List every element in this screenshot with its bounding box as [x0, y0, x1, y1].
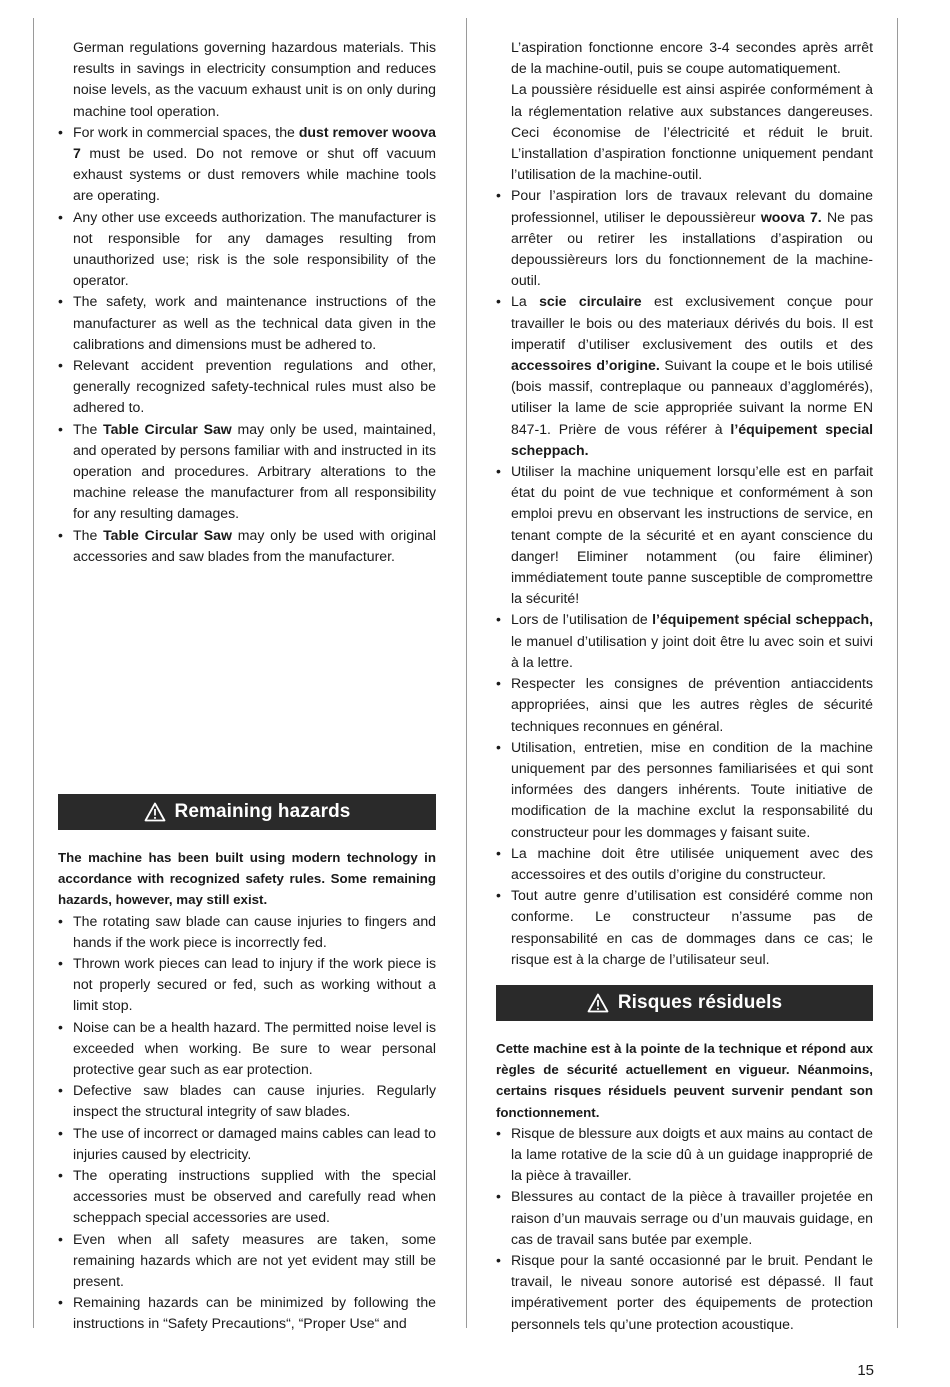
list-item: • Relevant accident prevention regulations and other, generally recognized safety-technical rules must also be adhered to. — [58, 355, 436, 419]
list-item: • Any other use exceeds authorization. The manufacturer is not responsible for any damages resulting from unauthorized use; risk is the sole responsibility of the operator. — [58, 207, 436, 292]
list-item: • Lors de l’utilisation de l’équipement spécial scheppach, le manuel d’utilisation y joint doit être lu avec soin et suivi à la lettre. — [496, 609, 873, 673]
proper-use-list — [496, 185, 873, 970]
section-heading-bar — [58, 794, 436, 830]
continuation-paragraph: L’aspiration fonctionne encore 3-4 secondes après arrêt de la machine-outil, puis se coupe automatiquement. — [511, 39, 873, 77]
hazards-list — [496, 1123, 873, 1335]
section-title: Risques résiduels — [617, 992, 783, 1014]
list-item: • Risque de blessure aux doigts et aux mains au contact de la lame rotative de la scie dû à un guidage inapproprié de la pièce à travailler. — [496, 1123, 873, 1187]
list-item: • Defective saw blades can cause injuries. Regularly inspect the structural integrity of saw blades. — [58, 1080, 436, 1122]
list-item: • La machine doit être utilisée uniquement avec des accessoires et des outils d’origine du constructeur. — [496, 843, 873, 885]
proper-use-list — [58, 122, 436, 567]
list-item: • Blessures au contact de la pièce à travailler projetée en raison d’un mauvais serrage ou d’un mauvais guidage, en cas de travail sans butée par exemple. — [496, 1186, 873, 1250]
list-item: • La scie circulaire est exclusivement conçue pour travailler le bois ou des materiaux dérivés du bois. Il est imperatif d’utiliser exclusivement des outils et des accessoires d’origine. Suivant la coupe et le bois utilisé (bois massif, contreplaque ou panneaux d’agglomérés), utiliser la lame de scie appropriée suivant la norme EN 847-1. Prière de vous référer à l’équipement special scheppach. — [496, 291, 873, 461]
list-item: • The Table Circular Saw may only be used with original accessories and saw blades from the manufacturer. — [58, 525, 436, 567]
risques-residuels-section — [496, 985, 873, 1335]
english-column — [58, 37, 436, 567]
list-item: • The Table Circular Saw may only be used, maintained, and operated by persons familiar with and instructed in its operation and procedures. Arbitrary alterations to the machine release the manufacturer from all responsibility for any resulting damages. — [58, 419, 436, 525]
section-heading-bar — [496, 985, 873, 1021]
list-item: • For work in commercial spaces, the dust remover woova 7 must be used. Do not remove or shut off vacuum exhaust systems or dust removers while machine tools are operating. — [58, 122, 436, 207]
list-item: • Remaining hazards can be minimized by following the instructions in “Safety Precautions“, “Proper Use“ and — [58, 1292, 436, 1334]
remaining-hazards-section — [58, 794, 436, 1335]
list-item: • Even when all safety measures are taken, some remaining hazards which are not yet evident may still be present. — [58, 1229, 436, 1293]
list-item: • Thrown work pieces can lead to injury if the work piece is not properly secured or fed, such as working without a limit stop. — [58, 953, 436, 1017]
hazards-list — [58, 911, 436, 1335]
right-margin-rule — [897, 18, 898, 1328]
continuation-paragraph: La poussière résiduelle est ainsi aspirée conformément à la réglementation relative aux substances dangereuses. Ceci économise de l’électricité et réduit le bruit. L’installation d’aspiration fonctionne uniquement pendant l’utilisation de la machine-outil. — [511, 81, 873, 183]
list-item: • Tout autre genre d’utilisation est considéré comme non conforme. Le constructeur n’assume pas de responsabilité en cas de dommages dans ce cas; le risque est à la charge de l’utilisateur seul. — [496, 885, 873, 970]
list-item: • Respecter les consignes de prévention antiaccidents appropriées, ainsi que les autres règles de sécurité techniques reconnues en général. — [496, 673, 873, 737]
list-item: • The use of incorrect or damaged mains cables can lead to injuries caused by electricity. — [58, 1123, 436, 1165]
section-title: Remaining hazards — [174, 801, 351, 823]
center-divider-rule — [466, 18, 467, 1328]
page-number: 15 — [857, 1362, 874, 1379]
list-item: • Pour l’aspiration lors de travaux relevant du domaine professionnel, utiliser le depoussièreur woova 7. Ne pas arrêter ou retirer les installations d’aspiration ou depoussièreurs lors du fonctionnement de la machine-outil. — [496, 185, 873, 291]
warning-triangle-icon — [587, 993, 609, 1013]
french-column — [496, 37, 873, 970]
left-margin-rule — [33, 18, 34, 1328]
section-intro: The machine has been built using modern technology in accordance with recognized safety rules. Some remaining hazards, however, may still exist. — [58, 850, 436, 908]
list-item: • The operating instructions supplied with the special accessories must be observed and carefully read when scheppach special accessories are used. — [58, 1165, 436, 1229]
list-item: • Risque pour la santé occasionné par le bruit. Pendant le travail, le niveau sonore autorisé est dépassé. Il faut impérativement porter des équipements de protection personnels tels qu’une protection acoustique. — [496, 1250, 873, 1335]
continuation-paragraph: German regulations governing hazardous materials. This results in savings in electricity consumption and reduces noise levels, as the vacuum exhaust unit is on only during machine tool operation. — [73, 39, 436, 119]
list-item: • Utilisation, entretien, mise en condition de la machine uniquement par des personnes familiarisées et qui sont informées des dangers inhérents. Toute initiative de modification de la machine exclut la responsabilité du constructeur pour les dommages y faisant suite. — [496, 737, 873, 843]
list-item: • The rotating saw blade can cause injuries to fingers and hands if the work piece is incorrectly fed. — [58, 911, 436, 953]
warning-triangle-icon — [144, 802, 166, 822]
list-item: • Utiliser la machine uniquement lorsqu’elle est en parfait état du point de vue technique et conformément à son emploi prevu en observant les instructions de service, en tenant compte de la sécurité et en ayant conscience du danger! Eliminer notamment (ou faire éliminer) immédiatement toute panne susceptible de compromettre la sécurité! — [496, 461, 873, 609]
list-item: • Noise can be a health hazard. The permitted noise level is exceeded when working. Be sure to wear personal protective gear such as ear protection. — [58, 1017, 436, 1081]
section-intro: Cette machine est à la pointe de la technique et répond aux règles de sécurité actuellement en vigueur. Néanmoins, certains risques résiduels peuvent survenir pendant son fonctionnement. — [496, 1041, 873, 1120]
list-item: • The safety, work and maintenance instructions of the manufacturer as well as the technical data given in the calibrations and dimensions must be adhered to. — [58, 291, 436, 355]
